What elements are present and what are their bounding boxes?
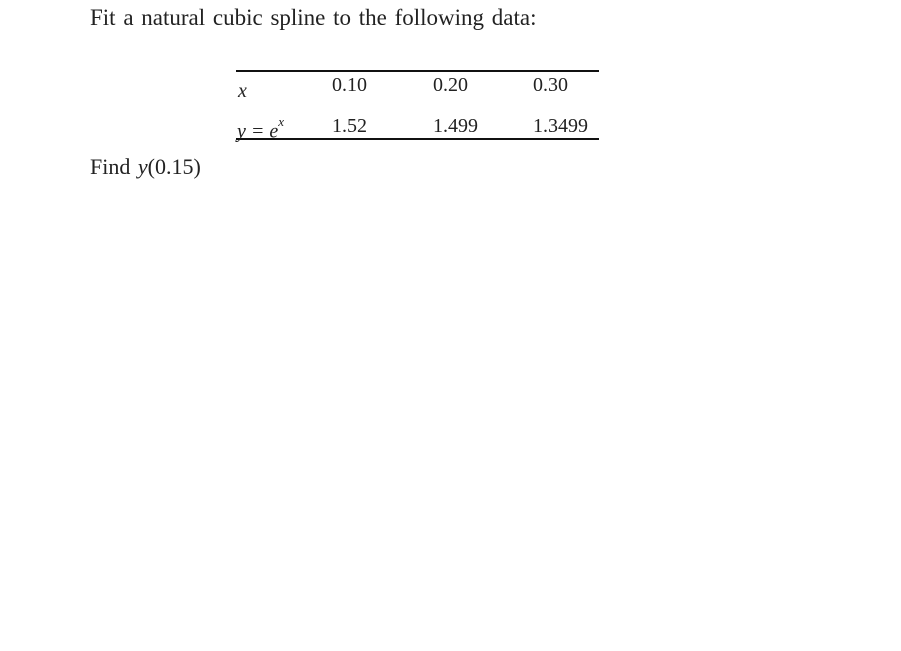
find-function-name: y bbox=[137, 154, 148, 179]
y-value-3: 1.3499 bbox=[533, 115, 588, 137]
y-row-label-base: y = e bbox=[237, 120, 279, 143]
x-header-label: x bbox=[238, 80, 247, 102]
y-value-2: 1.499 bbox=[433, 115, 478, 137]
x-value-1: 0.10 bbox=[332, 74, 367, 96]
find-question bbox=[90, 152, 201, 182]
y-row-label bbox=[237, 114, 284, 144]
x-value-2: 0.20 bbox=[433, 74, 468, 96]
find-argument: (0.15) bbox=[147, 154, 201, 179]
x-value-3: 0.30 bbox=[533, 74, 568, 96]
y-row-label-exponent: x bbox=[278, 114, 285, 129]
find-prefix: Find bbox=[90, 154, 131, 179]
y-value-1: 1.52 bbox=[332, 115, 367, 137]
problem-statement: Fit a natural cubic spline to the following data: bbox=[90, 5, 537, 30]
data-table bbox=[236, 70, 599, 143]
